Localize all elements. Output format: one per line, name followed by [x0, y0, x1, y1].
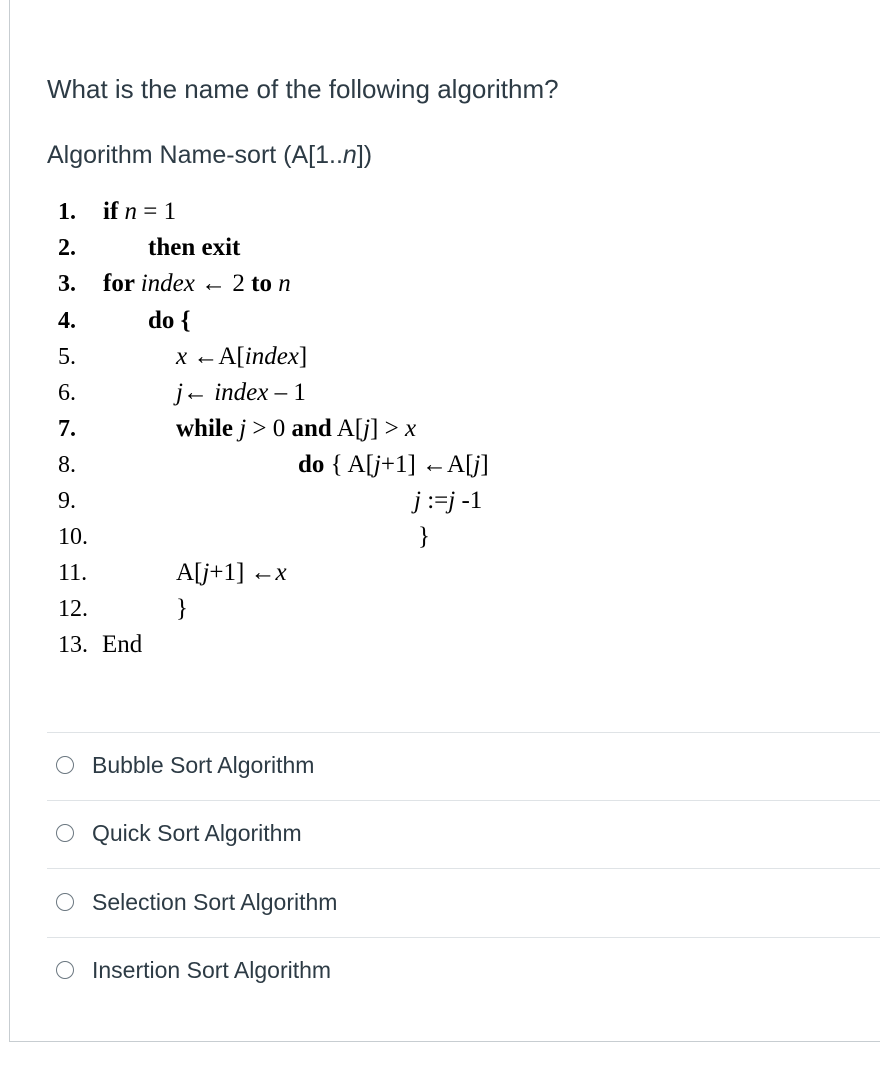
question-prompt: What is the name of the following algorithm?	[47, 74, 559, 104]
line-number: 7.	[58, 416, 76, 442]
line-number: 13.	[58, 632, 88, 658]
algorithm-title-prefix: Algorithm Name-sort (A[1..	[47, 141, 343, 169]
code-line-8: do { A[j+1] ←A[j]	[298, 451, 489, 478]
line-number: 9.	[58, 488, 76, 514]
option-divider	[47, 868, 880, 869]
algorithm-title-suffix: ])	[356, 141, 373, 169]
answer-option-insertion-sort[interactable]	[47, 938, 880, 1004]
code-line-11: A[j+1] ←x	[176, 559, 287, 586]
answer-option-quick-sort[interactable]	[47, 801, 880, 867]
answer-option-label: Quick Sort Algorithm	[92, 820, 302, 846]
code-line-10: }	[418, 523, 430, 550]
answer-option-label: Selection Sort Algorithm	[92, 889, 338, 915]
code-line-6: j← index – 1	[176, 379, 306, 406]
line-number: 1.	[58, 199, 76, 225]
line-number: 8.	[58, 452, 76, 478]
line-number: 5.	[58, 344, 76, 370]
algorithm-title-var: n	[342, 141, 357, 169]
line-number: 2.	[58, 235, 76, 261]
code-line-3: for index ← 2 to n	[103, 270, 291, 297]
answer-option-label: Bubble Sort Algorithm	[92, 752, 315, 778]
line-number: 12.	[58, 596, 88, 622]
code-line-7: while j > 0 and A[j] > x	[176, 415, 417, 442]
radio-button[interactable]	[56, 824, 74, 842]
code-line-12: }	[176, 595, 188, 622]
code-line-4: do {	[148, 307, 191, 334]
line-number: 3.	[58, 271, 76, 297]
code-line-2: then exit	[148, 234, 241, 261]
line-number: 11.	[58, 560, 88, 586]
code-line-1: if n = 1	[103, 198, 177, 225]
answer-option-selection-sort[interactable]	[47, 870, 880, 936]
line-number: 6.	[58, 380, 76, 406]
radio-button[interactable]	[56, 961, 74, 979]
radio-button[interactable]	[56, 893, 74, 911]
line-number: 10.	[58, 524, 88, 550]
radio-button[interactable]	[56, 756, 74, 774]
code-line-9: j :=j -1	[414, 487, 483, 514]
line-number: 4.	[58, 308, 76, 334]
code-line-5: x ←A[index]	[176, 343, 308, 370]
code-line-13: End	[102, 631, 143, 658]
answer-option-label: Insertion Sort Algorithm	[92, 957, 332, 983]
answer-option-bubble-sort[interactable]	[47, 733, 880, 799]
